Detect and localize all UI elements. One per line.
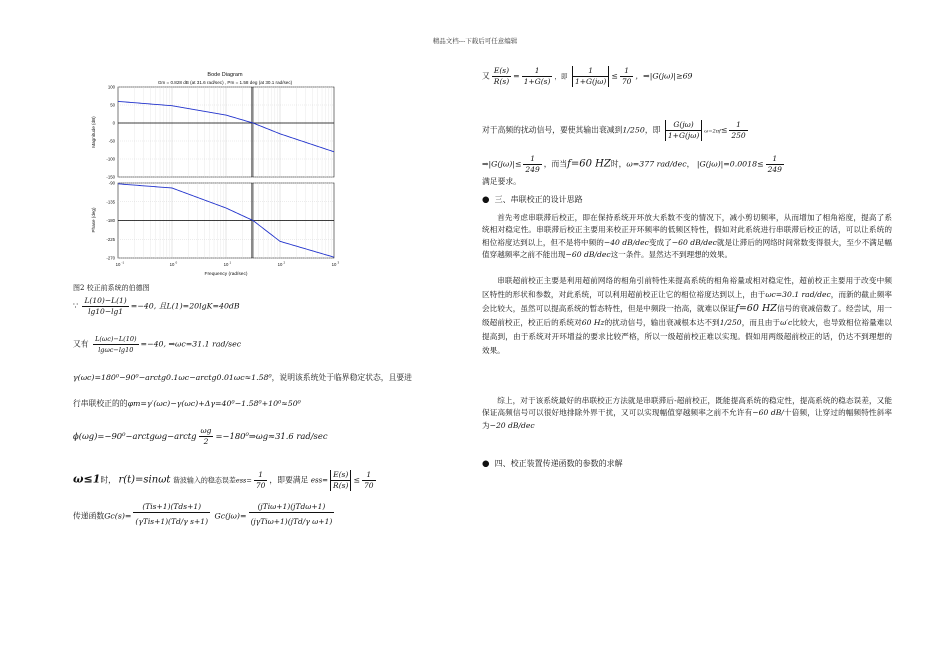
equation-slope-1: ∵ $\frac{L(10)-L(1)}{\lg 10-\lg 1}$ =−40, 且L(1)=20lgK=40dB	[73, 296, 240, 316]
x-tick-exponent: 3	[337, 260, 340, 265]
magnitude-y-tick-label: 0	[112, 120, 115, 126]
section-3-heading: ● 三、串联校正的设计思路	[482, 195, 583, 205]
bode-title: Bode Diagram	[207, 72, 243, 78]
page-header: 精品文档---下载后可任意编辑	[432, 37, 518, 45]
figure-caption: 图2 校正前系统的伯德图	[73, 284, 150, 292]
satisfied-text: 满足要求。	[482, 177, 521, 186]
equation-g-bound: ⇒|G(jω)|≤ $\frac{1}{249}$ ，而当f=60 HZ时，ω=377 rad/dec， |G(jω)|=0.0018≤ $\frac{1}{249}$	[482, 154, 782, 174]
magnitude-y-tick-label: 50	[110, 102, 115, 108]
phase-y-tick-label: -90	[108, 180, 115, 186]
phase-y-tick-label: -270	[106, 255, 115, 261]
bode-diagram	[73, 66, 348, 278]
magnitude-y-tick-label: -150	[106, 174, 115, 180]
phase-y-tick-label: -135	[106, 199, 115, 205]
magnitude-y-tick-label: -100	[106, 156, 115, 162]
x-tick-exponent: 0	[175, 260, 178, 265]
phase-y-tick-label: -180	[106, 218, 115, 224]
equation-error-ratio: 又 $\frac{E(s)}{R(s)}$ = $\frac{1}{1+G(s)}$ ，即 $\frac{1}{1+G(j\omega)}$ ≤ $\frac{1}{70}$ ，⇒|G(jω)|≥69	[482, 66, 693, 86]
equation-phi-m: 行串联校正的的φm=γ′(ωc)−γ(ωc)+Δγ=40⁰−1.58⁰+10⁰≈50⁰	[73, 399, 301, 408]
paragraph-lag-lead-conclusion: 综上，对于该系统最好的串联校正方法就是串联滞后-超前校正，既能提高系统的稳定性，提高系统的稳态误差，又能保证高频信号可以很好地排除外界干扰，又可以实现幅值穿越频率之前不允许有−60 dB/十倍频，让穿过的幅频特性斜率为−20 dB/dec	[482, 396, 893, 430]
x-tick-label: 10	[223, 262, 229, 267]
equation-transfer-function: 传递函数Gc(s)= $\frac{\text{(Tis+1)(Tds+1)}}{\text{(γTis+1)(Td/γ s+1)}}$ Gc(jω)= $\frac{\text{(jTiω+1)(jTdω+1)}}{\text{(jγTiω+1)(jTd/γ ω+1)}}$	[73, 502, 333, 526]
equation-omega-g: ϕ(ωg)=−90⁰−arctgωg−arctg $\frac{\omega g}{2}$ =−180⁰⇒ωg≈31.6 rad/sec	[73, 426, 328, 446]
magnitude-y-tick-label: -50	[108, 138, 115, 144]
equation-crossover: 又有 $\frac{L(\omega c)-L(10)}{\lg\omega c-\lg 10}$ =−40, ⇒ωc=31.1 rad/sec	[73, 335, 242, 354]
equation-steady-state-error: ω≤1时， r(t)=sinωt 谐波输入的稳态误差ess= $\frac{1}{70}$ ，即要满足 ess= $\frac{E(s)}{R(s)}$ ≤ $\frac{1}{70}$	[73, 470, 374, 490]
x-tick-exponent: 2	[283, 260, 286, 265]
x-tick-label: 10	[115, 262, 121, 267]
x-tick-label: 10	[277, 262, 283, 267]
phase-axis-label: Phase (deg)	[91, 207, 96, 233]
magnitude-y-tick-label: 100	[107, 84, 115, 90]
paragraph-lead-compensation: 串联超前校正主要是利用超前网络的相角引前特性来提高系统的相角裕量或相对稳定性，超前校正主要用于改变中频区特性的形状和参数，对此系统，可以利用超前校正让它的相位裕度达到以上，由于ωc=30.1 rad/dec，而新的截止频率会比较大，虽然可以提高系统的暂态特性，但是中频段一抬高，就难以保证f=60 HZ信号的衰减倍数了。经尝试，用一级超前校正，校正后的系统对60 Hz的扰动信号，输出衰减根本达不到1/250，而且由于ω′c比较大，也导致相位裕量难以提高到，由于系统对开环增益的要求比较严格，所以一级超前校正难以实现。假如用两级超前校正的话，仍达不到理想的效果。	[482, 276, 893, 355]
equation-high-freq: 对于高频的扰动信号，要使其输出衰减到1/250，即 $\frac{G(j\omega)}{1+G(j\omega)}$ ω=2πf≤ $\frac{1}{250}$	[482, 120, 746, 140]
frequency-axis-label: Frequency (rad/sec)	[204, 272, 248, 277]
paragraph-lag-compensation: 首先考虑串联滞后校正，即在保持系统开环放大系数不变的情况下，减小剪切频率，从而增加了相角裕度，提高了系统相对稳定性。串联滞后校正主要用来校正开环频率的低频区特性，假如对此系统进行串联滞后校正的话，可以让系统的相位裕度达到以上，但不是将中频的−40 dB/dec变成了−60 dB/dec就是让滞后的网络时间常数变得很大，至少不满足幅值穿越频率之前不能出现−60 dB/dec这一条件。显然达不到理想的效果。	[482, 213, 893, 260]
equation-phase-margin: γ(ωc)=180⁰−90⁰−arctg0.1ωc−arctg0.01ωc≈1.58⁰，说明该系统处于临界稳定状态，且要进	[73, 373, 412, 382]
x-tick-exponent: -1	[121, 260, 125, 265]
x-tick-label: 10	[331, 262, 337, 267]
phase-y-tick-label: -225	[106, 236, 115, 242]
x-tick-exponent: 1	[229, 260, 232, 265]
section-4-heading: ● 四、校正装置传递函数的参数的求解	[482, 459, 623, 469]
x-tick-label: 10	[169, 262, 175, 267]
bode-subtitle: Gm = 0.828 dB (at 31.6 rad/sec) , Pm = 1.58 deg (at 30.1 rad/sec)	[157, 80, 293, 85]
magnitude-axis-label: Magnitude (dB)	[91, 116, 96, 148]
